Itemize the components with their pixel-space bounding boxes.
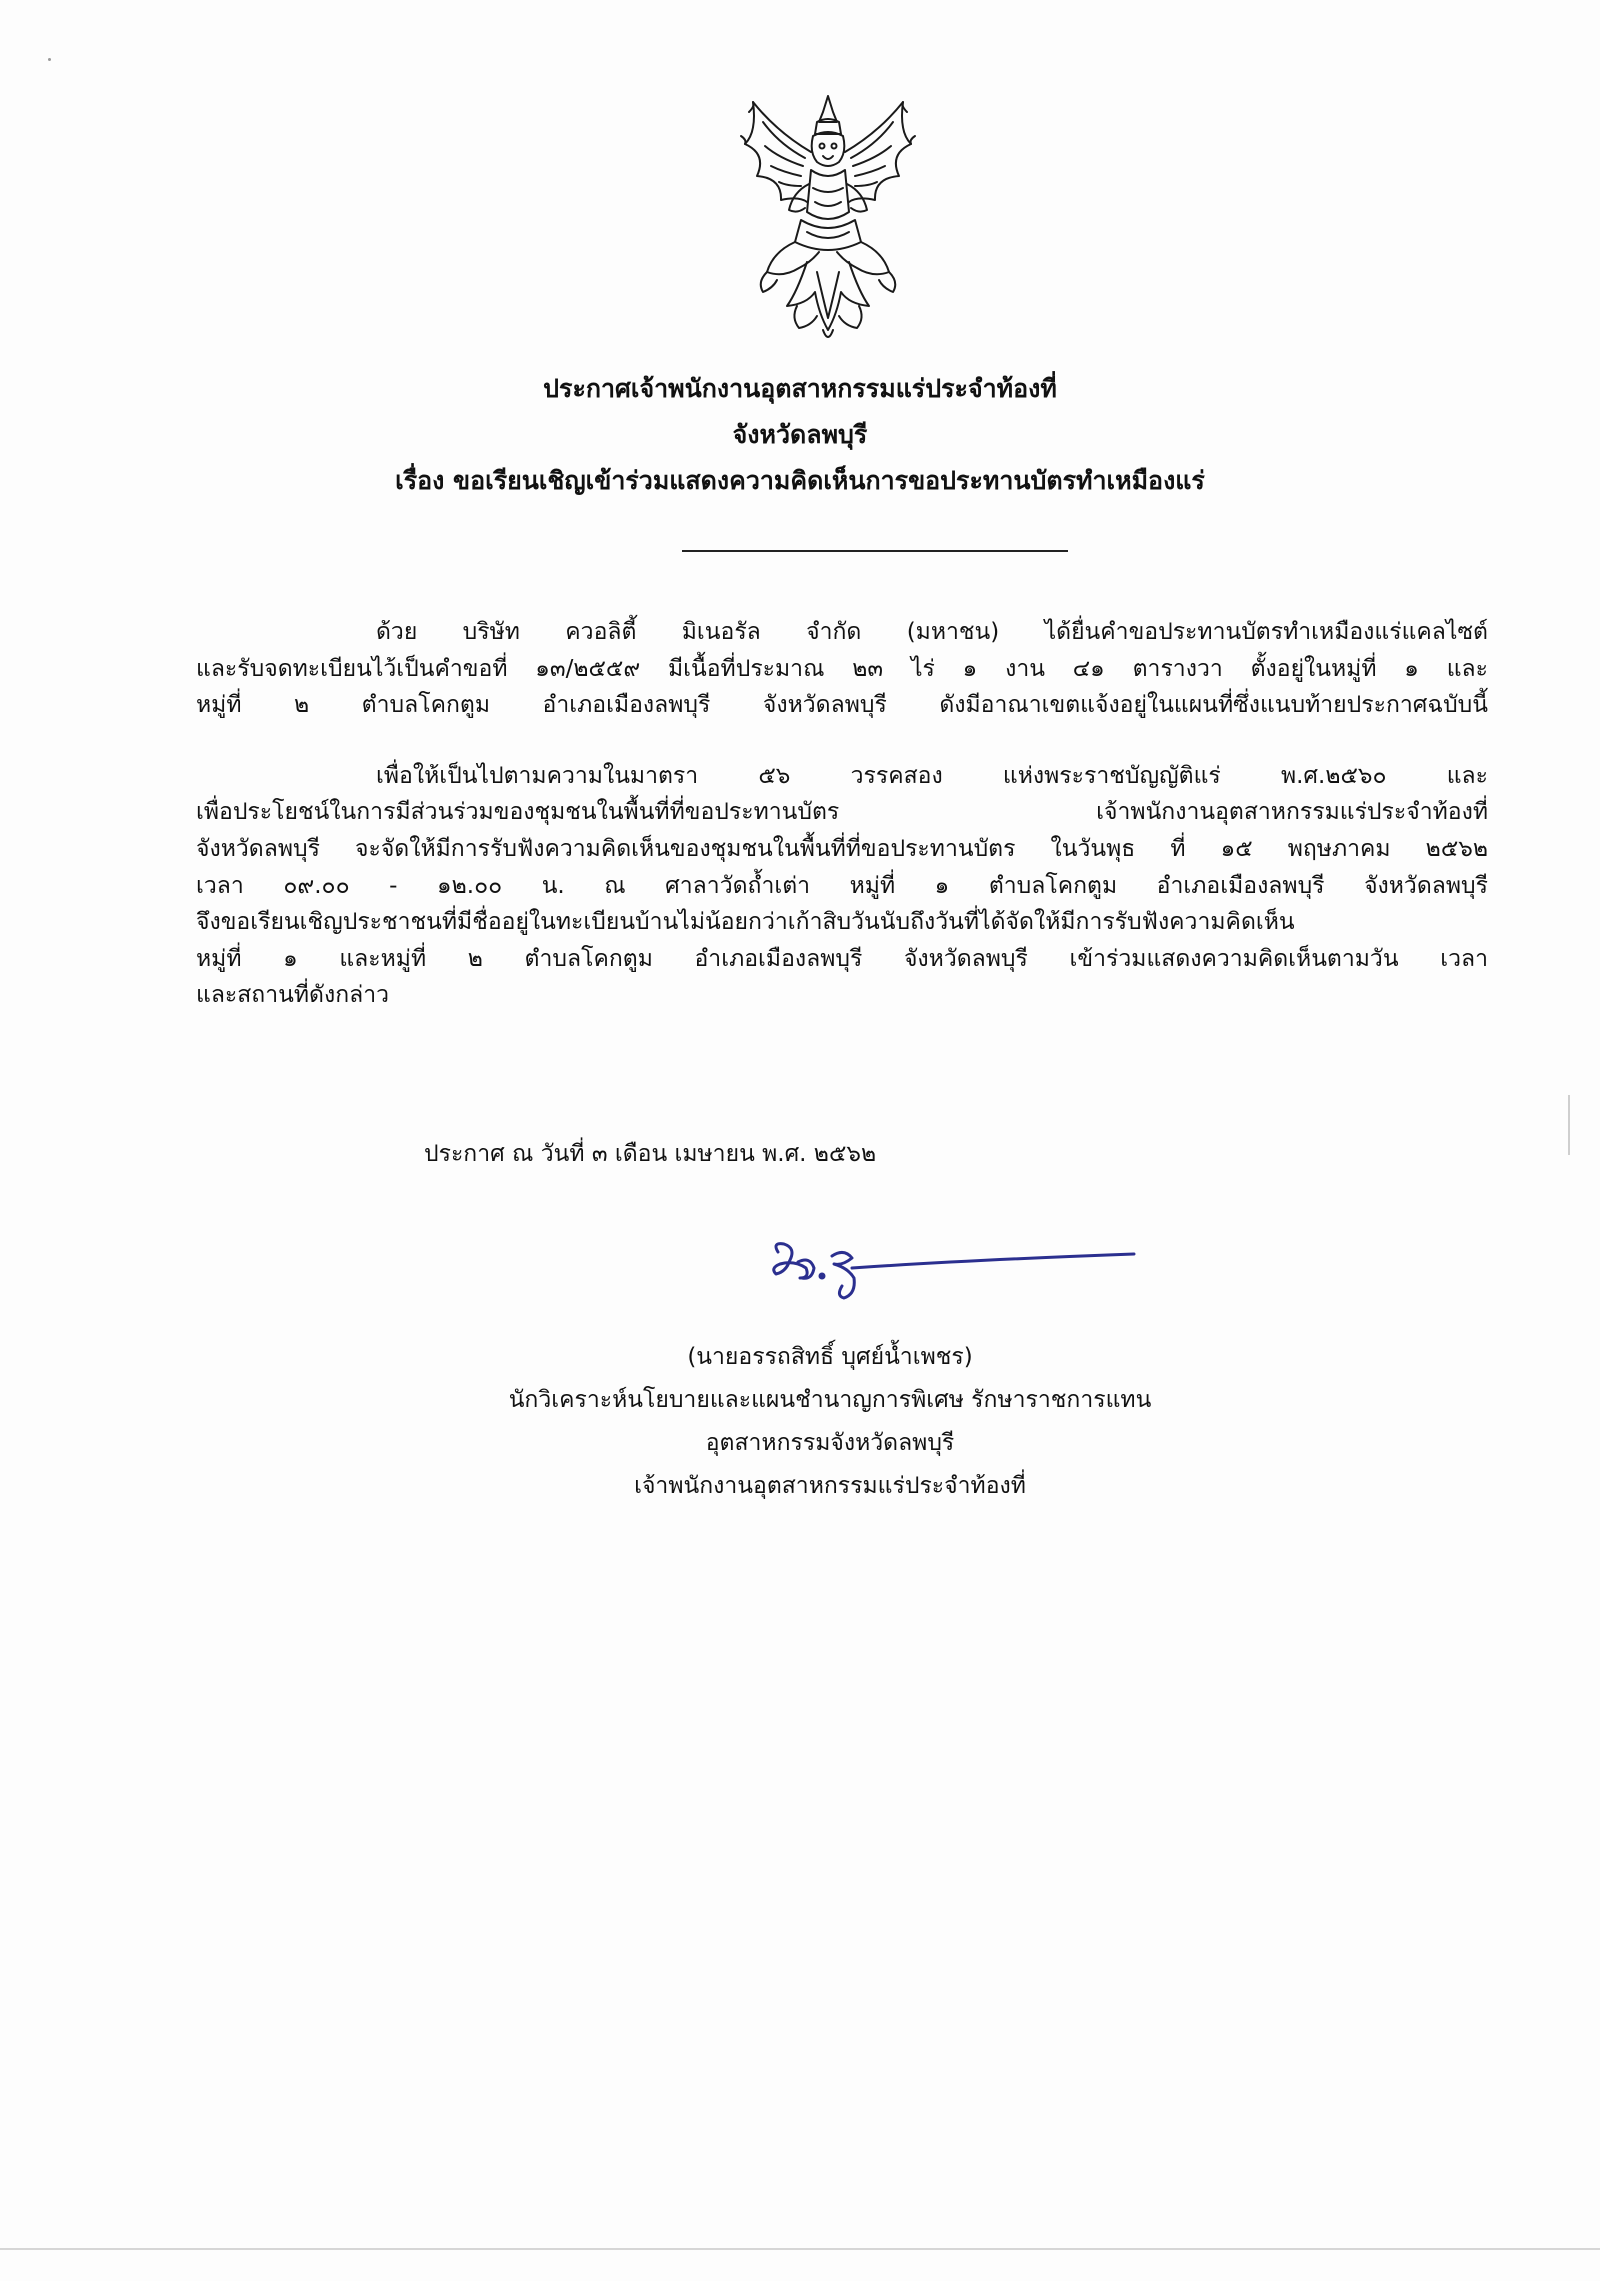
body-line: และสถานที่ดังกล่าว xyxy=(196,982,390,1009)
paragraph-application xyxy=(196,614,1488,724)
document-body xyxy=(196,614,1488,1014)
body-line: จึงขอเรียนเชิญประชาชนที่มีชื่ออยู่ในทะเบียนบ้านไม่น้อยกว่าเก้าสิบวันนับถึงวันที่ได้จัดให้มีการรับฟังความคิดเห็น xyxy=(196,909,1295,936)
paragraph-gap xyxy=(196,724,1488,758)
announcement-date: ประกาศ ณ วันที่ ๓ เดือน เมษายน พ.ศ. ๒๕๖๒ xyxy=(424,1141,877,1167)
document-title xyxy=(190,366,1410,504)
body-line: ด้วย บริษัท ควอลิตี้ มิเนอรัล จำกัด (มหาชน) ได้ยื่นคำขอประทานบัตรทำเหมืองแร่แคลไซต์ xyxy=(376,619,1488,645)
body-line: หมู่ที่ ๒ ตำบลโคกตูม อำเภอเมืองลพบุรี จังหวัดลพบุรี ดังมีอาณาเขตแจ้งอยู่ในแผนที่ซึ่งแนบท้ายประกาศฉบับนี้ xyxy=(196,692,1488,719)
body-line: และรับจดทะเบียนไว้เป็นคำขอที่ ๑๓/๒๕๕๙ มีเนื้อที่ประมาณ ๒๓ ไร่ ๑ งาน ๔๑ ตารางวา ตั้งอยู่ในหมู่ที่ ๑ และ xyxy=(196,655,1488,682)
title-province: จังหวัดลพบุรี xyxy=(732,420,868,449)
garuda-emblem-icon xyxy=(727,92,929,347)
scan-edge-line xyxy=(0,2248,1600,2250)
title-subject: เรื่อง ขอเรียนเชิญเข้าร่วมแสดงความคิดเห็นการขอประทานบัตรทำเหมืองแร่ xyxy=(395,466,1205,495)
signatory-office: อุตสาหกรรมจังหวัดลพบุรี xyxy=(705,1430,955,1456)
signatory-role: เจ้าพนักงานอุตสาหกรรมแร่ประจำท้องที่ xyxy=(634,1473,1026,1499)
body-line: หมู่ที่ ๑ และหมู่ที่ ๒ ตำบลโคกตูม อำเภอเมืองลพบุรี จังหวัดลพบุรี เข้าร่วมแสดงความคิดเห็นตามวัน เวลา xyxy=(196,945,1488,972)
body-line: เวลา ๐๙.๐๐ - ๑๒.๐๐ น. ณ ศาลาวัดถ้ำเต่า หมู่ที่ ๑ ตำบลโคกตูม อำเภอเมืองลพบุรี จังหวัดลพบุรี xyxy=(196,872,1488,899)
body-line: เพื่อให้เป็นไปตามความในมาตรา ๕๖ วรรคสอง แห่งพระราชบัญญัติแร่ พ.ศ.๒๕๖๐ และ xyxy=(376,762,1488,789)
signatory-name: (นายอรรถสิทธิ์ บุศย์น้ำเพชร) xyxy=(687,1344,973,1370)
body-line: จังหวัดลพบุรี จะจัดให้มีการรับฟังความคิดเห็นของชุมชนในพื้นที่ที่ขอประทานบัตร ในวันพุธ ที่ ๑๕ พฤษภาคม ๒๕๖๒ xyxy=(196,835,1488,862)
scan-speck xyxy=(48,58,51,61)
signatory-position: นักวิเคราะห์นโยบายและแผนชำนาญการพิเศษ รักษาราชการแทน xyxy=(508,1387,1152,1413)
scan-mark xyxy=(1568,1095,1570,1155)
paragraph-invitation xyxy=(196,758,1488,1014)
signature-block xyxy=(420,1336,1240,1508)
title-divider xyxy=(682,550,1068,552)
title-line: ประกาศเจ้าพนักงานอุตสาหกรรมแร่ประจำท้องที่ xyxy=(543,374,1057,403)
handwritten-signature-icon xyxy=(770,1238,1140,1300)
body-line: เพื่อประโยชน์ในการมีส่วนร่วมของชุมชนในพื้นที่ที่ขอประทานบัตร เจ้าพนักงานอุตสาหกรรมแร่ประจำท้องที่ xyxy=(196,799,1488,826)
